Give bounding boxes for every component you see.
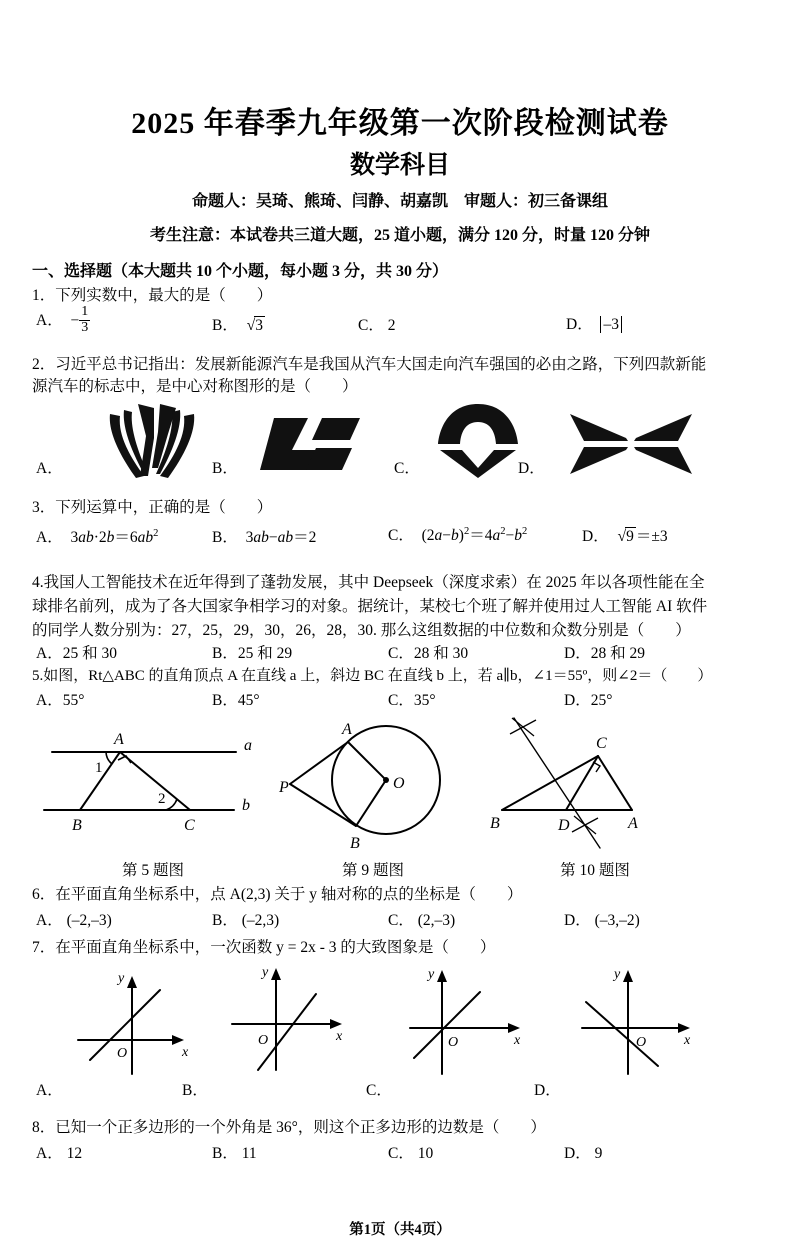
- question-3-number: 3．: [32, 499, 56, 516]
- figure9-label-A: A: [342, 721, 352, 738]
- question-4-option-c[interactable]: [388, 641, 468, 663]
- question-8-option-d[interactable]: [564, 1141, 602, 1163]
- option-value: 55°: [62, 692, 85, 709]
- question-4-text-line2: 球排名前列，成为了各大国家争相学习的对象。据统计，某校七个班了解并使用过人工智能 AI 软件: [32, 598, 708, 615]
- question-5-option-b[interactable]: [212, 688, 260, 710]
- butterfly-bowtie-logo[interactable]: [566, 408, 696, 480]
- option-value: (–3,–2): [594, 912, 640, 929]
- figure9-label-P: P: [279, 779, 289, 796]
- question-4-stem-l3: [32, 618, 691, 640]
- graph-b-y-label: y: [262, 965, 269, 980]
- figure-caption-9: 第 9 题图: [341, 862, 404, 879]
- option-value: 25°: [590, 692, 613, 709]
- option-label: C．: [388, 645, 414, 662]
- graph-c-origin-label: O: [448, 1035, 459, 1050]
- question-2-option-images: [0, 396, 800, 488]
- figure-question-10: [480, 712, 710, 856]
- exam-notice: 考生注意：本试卷共三道大题，25 道小题，满分 120 分，时量 120 分钟: [149, 227, 650, 244]
- option-value: (2,–3): [417, 912, 456, 929]
- option-value: 10: [417, 1145, 434, 1162]
- option-label: D．: [564, 692, 591, 709]
- changan-v-wings-logo[interactable]: [98, 398, 208, 486]
- option-value: √9 ＝±3: [617, 528, 668, 545]
- graph-d-x-label: x: [684, 1033, 691, 1048]
- figure9-label-B: B: [350, 835, 360, 852]
- option-value: 45°: [237, 692, 260, 709]
- graph-b-x-label: x: [336, 1029, 343, 1044]
- question-5-option-d[interactable]: [564, 688, 612, 710]
- question-1-option-a[interactable]: [36, 306, 90, 336]
- option-label: B．: [212, 645, 238, 662]
- question-3-option-d[interactable]: [582, 524, 668, 546]
- question-8-text: 已知一个正多边形的一个外角是 36°，则这个正多边形的边数是（ ）: [55, 1119, 546, 1136]
- figure9-label-O: O: [393, 775, 405, 792]
- question-8-number: 8．: [32, 1119, 56, 1136]
- graph-option-a[interactable]: [60, 962, 200, 1080]
- question-1-option-b[interactable]: [212, 313, 265, 335]
- option-label: B．: [212, 692, 238, 709]
- option-value: 35°: [413, 692, 436, 709]
- option-value: 12: [66, 1145, 83, 1162]
- page-title: 2025 年春季九年级第一次阶段检测试卷: [131, 107, 669, 140]
- option-value: $(2a-b)^2=4a^2-b^2$: [417, 525, 528, 544]
- graph-b-origin-label: O: [258, 1033, 269, 1048]
- option-label: A．: [36, 529, 63, 546]
- question-1-option-d[interactable]: [566, 312, 622, 334]
- figure5-angle-1: 1: [95, 760, 103, 776]
- option-label: D．: [582, 528, 609, 545]
- option-label: D．: [564, 912, 591, 929]
- question-7-option-d-label[interactable]: D．: [534, 1082, 561, 1099]
- option-label: C．: [388, 912, 414, 929]
- question-4-stem: [32, 570, 705, 592]
- question-5-stem: [32, 664, 712, 685]
- option-label: C．: [388, 527, 414, 544]
- option-label: D．: [564, 1145, 591, 1162]
- option-value: 11: [241, 1145, 257, 1162]
- question-1-number: 1．: [32, 287, 56, 304]
- option-value: $3ab\cdot 2b=6ab^2$: [66, 527, 159, 546]
- figure5-label-A: A: [114, 731, 124, 748]
- figure-caption-5: 第 5 题图: [121, 862, 184, 879]
- question-7-option-b-label[interactable]: B．: [182, 1082, 208, 1099]
- option-label: A．: [36, 912, 63, 929]
- option-label: D．: [566, 316, 593, 333]
- question-7-option-c-label[interactable]: C．: [366, 1082, 392, 1099]
- graph-d-origin-label: O: [636, 1035, 647, 1050]
- question-1-option-c[interactable]: [358, 313, 395, 335]
- option-label: C．: [358, 317, 384, 334]
- question-2-stem-cont: [32, 374, 772, 396]
- option-label: C．: [388, 1145, 414, 1162]
- option-label: C．: [388, 692, 414, 709]
- question-3-text: 下列运算中，正确的是（ ）: [55, 499, 273, 516]
- question-2-option-a-label[interactable]: A．: [36, 460, 63, 477]
- option-value: (–2,3): [241, 912, 280, 929]
- question-3-option-c[interactable]: [388, 523, 527, 545]
- question-7-number: 7．: [32, 939, 56, 956]
- graph-c-y-label: y: [428, 967, 435, 982]
- figure-caption-10: 第 10 题图: [560, 862, 630, 879]
- question-4-text-line3: 的同学人数分别为：27，25，29，30，26，28，30. 那么这组数据的中位数和众数分别是（ ）: [32, 622, 691, 639]
- figure5-label-line-a: a: [244, 737, 252, 754]
- question-6-option-a[interactable]: [36, 908, 112, 930]
- figure5-label-line-b: b: [242, 797, 250, 814]
- option-label: A．: [36, 311, 63, 329]
- question-2-option-d-label[interactable]: D．: [518, 460, 545, 477]
- question-3-option-a[interactable]: [36, 525, 158, 547]
- question-3-option-b[interactable]: [212, 525, 316, 547]
- option-label: B．: [212, 1145, 238, 1162]
- question-6-number: 6．: [32, 886, 56, 903]
- figure10-label-C: C: [596, 735, 607, 752]
- option-label: A．: [36, 645, 63, 662]
- question-3-stem: [32, 495, 272, 517]
- question-6-stem: [32, 882, 522, 904]
- option-value: 25 和 29: [237, 645, 293, 662]
- option-label: B．: [212, 912, 238, 929]
- question-4-number: 4.: [32, 574, 44, 591]
- question-2-text-line1: 习近平总书记指出：发展新能源汽车是我国从汽车大国走向汽车强国的必由之路，下列四款新能: [55, 356, 707, 373]
- option-label: A．: [36, 1145, 63, 1162]
- graph-a-x-label: x: [182, 1045, 189, 1060]
- question-2-number: 2．: [32, 356, 56, 373]
- question-7-text: 在平面直角坐标系中，一次函数 y = 2x - 3 的大致图象是（ ）: [55, 939, 496, 956]
- graph-option-c[interactable]: [400, 962, 545, 1080]
- option-value: 9: [594, 1145, 603, 1162]
- graph-d-y-label: y: [614, 967, 621, 982]
- question-4-text-line1: 我国人工智能技术在近年得到了蓬勃发展，其中 Deepseek（深度求索）在 2025 年以各项性能在全: [43, 574, 705, 591]
- question-7-option-a-label[interactable]: A．: [36, 1082, 63, 1099]
- question-4-stem-l2: [32, 594, 707, 616]
- option-value: − $\frac{1}{3}$: [66, 304, 89, 335]
- question-7-stem: [32, 935, 495, 957]
- option-value: 2: [387, 317, 396, 334]
- figure10-label-A: A: [628, 815, 638, 832]
- page-footer: 第1页（共4页）: [349, 1222, 451, 1238]
- question-1-text: 下列实数中，最大的是（ ）: [55, 287, 273, 304]
- option-label: D．: [564, 645, 591, 662]
- option-label: B．: [212, 529, 238, 546]
- figure-question-5: [38, 720, 268, 850]
- parallelogram-blocks-logo[interactable]: [256, 408, 378, 480]
- question-5-number: 5.: [32, 668, 44, 684]
- graph-c-x-label: x: [514, 1033, 521, 1048]
- option-value: 3ab−ab＝2: [241, 529, 317, 546]
- question-6-option-c[interactable]: [388, 908, 455, 930]
- question-4-option-a[interactable]: [36, 641, 117, 663]
- question-8-option-a[interactable]: [36, 1141, 82, 1163]
- figure10-label-D: D: [558, 817, 570, 834]
- figure5-label-B: B: [72, 817, 82, 834]
- option-value: √3: [246, 317, 264, 334]
- question-5-option-a[interactable]: [36, 688, 84, 710]
- question-2-option-b-label[interactable]: B．: [212, 460, 238, 477]
- figure5-label-C: C: [184, 817, 195, 834]
- question-5-option-c[interactable]: [388, 688, 436, 710]
- graph-a-y-label: y: [118, 971, 125, 986]
- question-6-option-b[interactable]: [212, 908, 279, 930]
- question-4-option-d[interactable]: [564, 641, 645, 663]
- option-label: B．: [212, 317, 238, 334]
- question-2-text-line2: 源汽车的标志中，是中心对称图形的是（ ）: [32, 378, 358, 395]
- subject-title: 数学科目: [349, 152, 450, 179]
- question-6-text: 在平面直角坐标系中，点 A(2,3) 关于 y 轴对称的点的坐标是（ ）: [55, 886, 523, 903]
- graph-option-d[interactable]: [570, 962, 720, 1080]
- option-value: (–2,–3): [66, 912, 112, 929]
- figure-question-9: [278, 716, 468, 856]
- question-8-option-c[interactable]: [388, 1141, 433, 1163]
- figure5-angle-2: 2: [158, 791, 166, 807]
- arch-chevron-logo[interactable]: [432, 400, 524, 480]
- figure10-label-B: B: [490, 815, 500, 832]
- option-value: 28 和 29: [590, 645, 645, 662]
- option-value: –3: [597, 316, 622, 333]
- question-5-text: 如图，Rt△ABC 的直角顶点 A 在直线 a 上，斜边 BC 在直线 b 上，若 a∥b，∠1＝55º，则∠2＝（ ）: [43, 668, 713, 684]
- question-8-option-b[interactable]: [212, 1141, 257, 1163]
- option-value: 25 和 30: [62, 645, 117, 662]
- question-4-option-b[interactable]: [212, 641, 292, 663]
- option-value: 28 和 30: [413, 645, 469, 662]
- question-1-stem: [32, 283, 272, 305]
- graph-a-origin-label: O: [117, 1046, 128, 1061]
- question-6-option-d[interactable]: [564, 908, 640, 930]
- option-label: A．: [36, 692, 63, 709]
- graph-option-b[interactable]: [218, 962, 363, 1080]
- section-heading: 一、选择题（本大题共 10 个小题，每小题 3 分，共 30 分）: [32, 263, 449, 280]
- byline: 命题人：吴琦、熊琦、闫静、胡嘉凯 审题人：初三备课组: [191, 193, 608, 210]
- question-8-stem: [32, 1115, 546, 1137]
- question-2-stem: [32, 352, 772, 374]
- question-2-option-c-label[interactable]: C．: [394, 460, 420, 477]
